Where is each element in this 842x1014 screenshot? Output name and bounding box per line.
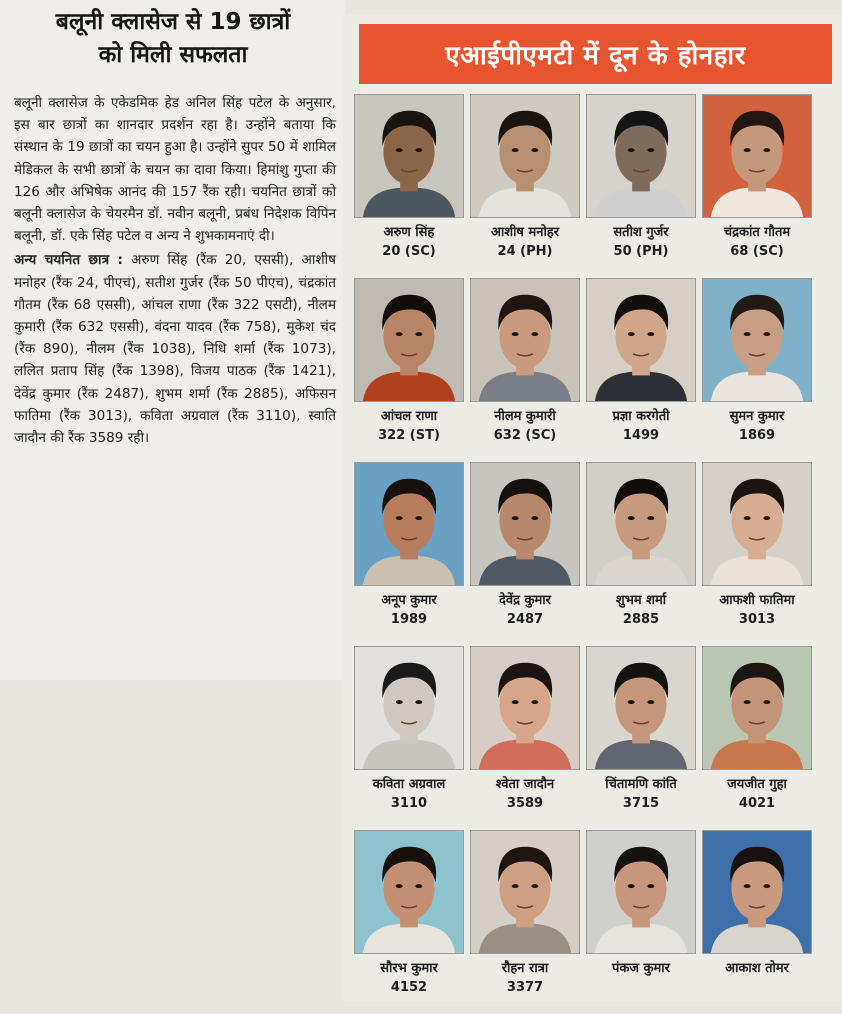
student-card <box>470 646 580 830</box>
student-name: आशीष मनोहर <box>490 225 560 240</box>
student-card <box>354 94 464 278</box>
student-rank: 1869 <box>738 428 776 443</box>
student-card <box>470 94 580 278</box>
student-photo <box>702 278 812 402</box>
student-name: शुभम शर्मा <box>615 593 667 608</box>
student-name: सतीश गुर्जर <box>613 225 669 240</box>
student-name: चिंतामणि कांति <box>605 777 677 792</box>
student-rank: 3377 <box>506 980 544 995</box>
student-photo <box>354 94 464 218</box>
student-rank: 3110 <box>390 796 428 811</box>
student-rank: 4152 <box>390 980 428 995</box>
student-rank: 50 (PH) <box>613 244 669 259</box>
student-name: पंकज कुमार <box>612 961 670 976</box>
student-rank: 68 (SC) <box>730 244 784 259</box>
student-photo <box>354 462 464 586</box>
student-rank: 3013 <box>738 612 776 627</box>
student-name: अनूप कुमार <box>381 593 437 608</box>
student-photo <box>354 646 464 770</box>
article-column <box>0 0 345 680</box>
article-headline <box>8 6 338 72</box>
student-photo <box>470 462 580 586</box>
student-rank: 2885 <box>622 612 660 627</box>
headline-line-2: को मिली सफलता <box>98 42 248 68</box>
student-photo <box>470 830 580 954</box>
student-photo <box>702 462 812 586</box>
toppers-panel <box>343 14 842 1002</box>
student-card <box>702 646 812 830</box>
student-rank: 3589 <box>506 796 544 811</box>
article-paragraph-1: बलूनी क्लासेज के एकेडमिक हेड अनिल सिंह पटेल के अनुसार, इस बार छात्रों का शानदार प्रदर्शन रहा है। उन्होंने बताया कि संस्थान के 19 छात्रों का चयन हुआ है। उन्होंने सुपर 50 में शामिल मेडिकल के सभी छात्रों के चयन का दावा किया। हिमांशु गुप्ता की 126 और अभिषेक आनंद की 157 रैंक रही। चयनित छात्रों को बलूनी क्लासेज के चेयरमैन डॉ. नवीन बलूनी, प्रबंध निदेशक विपिन बलूनी, डॉ. एके सिंह पटेल व अन्य ने शुभकामनाएं दी। <box>14 95 336 245</box>
selected-students-list: अरुण सिंह (रैंक 20, एससी), आशीष मनोहर (रैंक 24, पीएच), सतीश गुर्जर (रैंक 50 पीएच), चंद्रकांत गौतम (रैंक 68 एससी), आंचल राणा (रैंक 322 एसटी), नीलम कुमारी (रैंक 632 एससी), वंदना यादव (रैंक 758), मुकेश चंद (रैंक 890), नीलम (रैंक 1038), निधि शर्मा (रैंक 1073), ललित प्रताप सिंह (रैंक 1398), विजय पाठक (रैंक 1421), देवेंद्र कुमार (रैंक 2487), शुभम शर्मा (रैंक 2885), अफिसन फातिमा (रैंक 3013), कविता अग्रवाल (रैंक 3110), स्वाति जादौन की रैंक 3589 रही। <box>14 252 336 447</box>
student-photo <box>470 646 580 770</box>
student-photo <box>354 278 464 402</box>
student-card <box>586 278 696 462</box>
student-card <box>702 830 812 1014</box>
student-card <box>702 278 812 462</box>
student-rank: 24 (PH) <box>497 244 553 259</box>
article-paragraph-2 <box>14 249 336 449</box>
student-photo <box>586 94 696 218</box>
student-name: आकाश तोमर <box>725 961 789 976</box>
student-card <box>354 278 464 462</box>
student-name: आंचल राणा <box>380 409 438 424</box>
student-card <box>354 462 464 646</box>
student-card <box>702 462 812 646</box>
selected-students-label: अन्य चयनित छात्र : <box>14 252 123 269</box>
student-name: देवेंद्र कुमार <box>498 593 551 608</box>
student-card <box>470 278 580 462</box>
student-photo <box>702 646 812 770</box>
student-rank: 322 (ST) <box>378 428 440 443</box>
student-photo <box>702 830 812 954</box>
student-rank: 2487 <box>506 612 544 627</box>
student-name: आफशी फातिमा <box>719 593 795 608</box>
student-photo <box>586 646 696 770</box>
student-photo <box>586 830 696 954</box>
student-name: सुमन कुमार <box>729 409 785 424</box>
panel-banner: एआईपीएमटी में दून के होनहार <box>359 24 832 84</box>
student-name: कविता अग्रवाल <box>372 777 446 792</box>
student-photo <box>586 278 696 402</box>
student-rank: 1499 <box>622 428 660 443</box>
student-card <box>470 830 580 1014</box>
student-card <box>470 462 580 646</box>
student-photo <box>702 94 812 218</box>
student-rank: 4021 <box>738 796 776 811</box>
student-name: नीलम कुमारी <box>494 409 556 424</box>
student-name: अरुण सिंह <box>383 225 435 240</box>
student-photo <box>470 278 580 402</box>
student-name: प्रज्ञा करगेती <box>612 409 670 424</box>
article-body <box>14 92 336 451</box>
student-name: श्वेता जादौन <box>495 777 555 792</box>
student-rank: 3715 <box>622 796 660 811</box>
student-card <box>354 646 464 830</box>
student-card <box>586 646 696 830</box>
student-card <box>702 94 812 278</box>
student-rank: 1989 <box>390 612 428 627</box>
student-card <box>586 462 696 646</box>
student-card <box>586 830 696 1014</box>
student-name: जयजीत गुहा <box>727 777 787 792</box>
student-photo <box>470 94 580 218</box>
student-photo <box>586 462 696 586</box>
student-card <box>586 94 696 278</box>
student-photo <box>354 830 464 954</box>
student-name: रौहन रात्रा <box>501 961 549 976</box>
student-grid <box>354 94 830 1014</box>
student-card <box>354 830 464 1014</box>
student-rank: 20 (SC) <box>382 244 436 259</box>
student-name: सौरभ कुमार <box>380 961 438 976</box>
student-name: चंद्रकांत गौतम <box>723 225 791 240</box>
headline-line-1: बलूनी क्लासेज से 19 छात्रों <box>55 9 291 35</box>
student-rank: 632 (SC) <box>493 428 557 443</box>
